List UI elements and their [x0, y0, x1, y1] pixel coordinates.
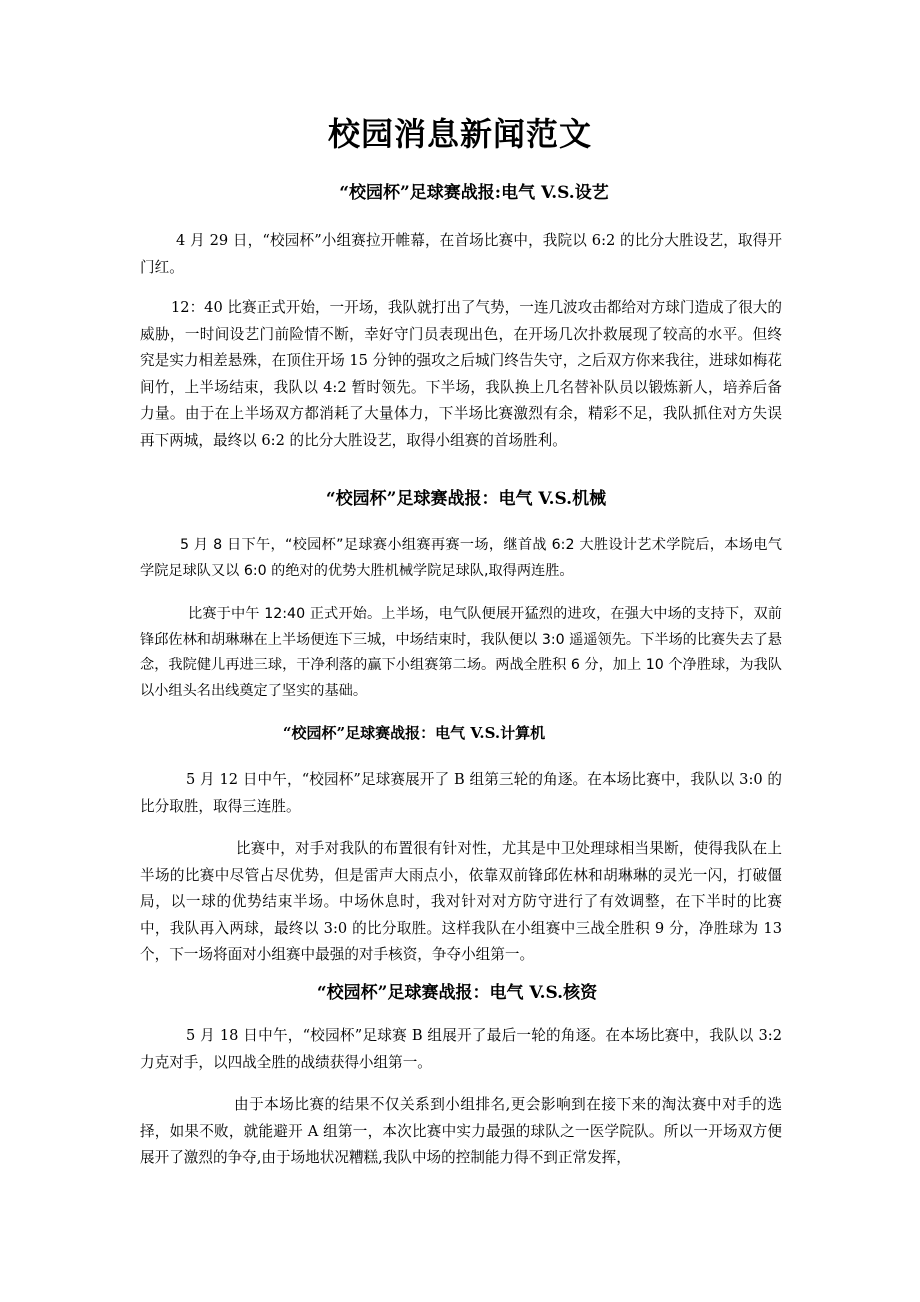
section-2-paragraph-2: 比赛于中午 12:40 正式开始。上半场，电气队便展开猛烈的进攻，在强大中场的支持下，双前锋邱佐林和胡琳琳在上半场便连下三城，中场结束时，我队便以 3:0 遥遥领先。下半场的比赛失去了悬念，我院健儿再进三球，干净利落的赢下小组赛第二场。两战全胜积 6 分，加上 10 个净胜球，为我队以小组头名出线奠定了坚实的基础。 — [140, 606, 782, 699]
section-3-paragraph-1: 5 月 12 日中午，“校园杯”足球赛展开了 B 组第三轮的角逐。在本场比赛中，我队以 3:0 的比分取胜，取得三连胜。 — [140, 771, 782, 815]
section-heading-3: “校园杯”足球赛战报：电气 V.S.计算机 — [282, 724, 546, 742]
section-2-paragraph-1: 5 月 8 日下午，“校园杯”足球赛小组赛再赛一场，继首战 6:2 大胜设计艺术学院后，本场电气学院足球队又以 6:0 的绝对的优势大胜机械学院足球队,取得两连胜。 — [140, 537, 782, 579]
section-4-paragraph-2: 由于本场比赛的结果不仅关系到小组排名,更会影响到在接下来的淘汰赛中对手的选择，如果不败，就能避开 A 组第一，本次比赛中实力最强的球队之一医学院队。所以一开场双方便展开了激烈的争夺,由于场地状况糟糕,我队中场的控制能力得不到正常发挥， — [140, 1096, 782, 1166]
section-heading-2: “校园杯”足球赛战报：电气 V.S.机械 — [325, 489, 607, 509]
section-1-paragraph-2: 12：40 比赛正式开始，一开场，我队就打出了气势，一连几波攻击都给对方球门造成了很大的威胁，一时间设艺门前险情不断，幸好守门员表现出色，在开场几次扑救展现了较高的水平。但终究是实力相差悬殊，在顶住开场 15 分钟的强攻之后城门终告失守，之后双方你来我往，进球如梅花间竹，上半场结束，我队以 4:2 暂时领先。下半场，我队换上几名替补队员以锻炼新人，培养后备力量。由于在上半场双方都消耗了大量体力，下半场比赛激烈有余，精彩不足，我队抓住对方失误再下两城，最终以 6:2 的比分大胜设艺，取得小组赛的首场胜利。 — [140, 299, 782, 449]
section-heading-4: “校园杯”足球赛战报：电气 V.S.核资 — [316, 983, 598, 1003]
section-3-paragraph-2: 比赛中，对手对我队的布置很有针对性，尤其是中卫处理球相当果断，使得我队在上半场的比赛中尽管占尽优势，但是雷声大雨点小，依靠双前锋邱佐林和胡琳琳的灵光一闪，打破僵局，以一球的优势结束半场。中场休息时，我对针对对方防守进行了有效调整，在下半时的比赛中，我队再入两球，最终以 3:0 的比分取胜。这样我队在小组赛中三战全胜积 9 分，净胜球为 13 个，下一场将面对小组赛中最强的对手核资，争夺小组第一。 — [140, 840, 782, 963]
section-4-paragraph-1: 5 月 18 日中午，“校园杯”足球赛 B 组展开了最后一轮的角逐。在本场比赛中，我队以 3:2 力克对手，以四战全胜的战绩获得小组第一。 — [140, 1027, 782, 1071]
section-1-paragraph-1: 4 月 29 日，“校园杯”小组赛拉开帷幕，在首场比赛中，我院以 6:2 的比分大胜设艺，取得开门红。 — [140, 232, 782, 276]
section-heading-1: “校园杯”足球赛战报:电气 V.S.设艺 — [339, 183, 609, 203]
document-title: 校园消息新闻范文 — [327, 115, 592, 153]
